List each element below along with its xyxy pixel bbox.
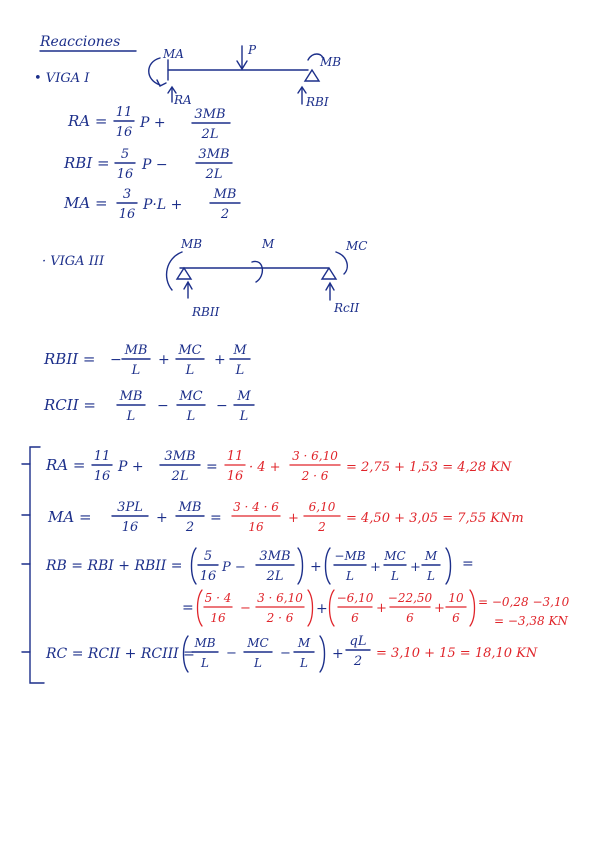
red-result: = −0,28 −3,10 [478,595,570,609]
eq-equals: = [182,600,194,616]
pin-support-b [305,70,319,81]
eq-op: + [332,646,344,662]
red-fraction-den: 2 [318,520,326,534]
red-op: + [434,601,445,616]
red-paren-open [198,590,203,626]
paren-close [446,548,451,584]
eq-op: − [280,646,291,661]
eq-viga1-ra [67,105,230,142]
eq-lhs: RCII = [44,396,96,414]
moment-arrow-ma [149,58,160,85]
fraction-num: 3PL [117,500,143,515]
fraction-num: 5 [120,147,130,162]
eq-lhs: RA = [46,456,86,474]
viga1-label: • VIGA I [34,71,90,86]
red-paren-close [470,590,475,626]
fraction-den: 16 [118,207,136,222]
fraction-num: 11 [115,105,133,120]
fraction-num: MB [213,187,237,202]
eq-lhs: RBII = [44,350,96,368]
eq-viga1-rb [63,147,232,182]
paren-close [298,548,303,584]
eq-lhs: MA = [64,194,108,212]
red-result: = 3,10 + 15 = 18,10 KN [376,646,538,661]
fraction-num: 11 [93,449,111,464]
eq-op: + [370,560,381,575]
red-fraction-num: −22,50 [387,591,433,605]
fraction-den: 2 [185,520,195,535]
eq-lhs: RB = RBI + RBII = [46,558,183,574]
red-op: + [376,601,387,616]
eq-term: P·L + [143,197,183,213]
red-result-final: = −3,38 KN [494,614,568,628]
eq-lhs: MA = [48,508,92,526]
fraction-num: MC [179,389,203,404]
label-rc2: RcII [334,301,360,315]
red-paren-open [330,590,335,626]
eq-op: + [316,601,328,617]
eq-equals: = [210,510,222,526]
fraction-den: L [185,363,195,378]
label-ra: RA [174,93,192,107]
moment-arrow-mc [336,252,347,274]
label-rb1: RBI [306,95,329,109]
fraction-den: L [126,409,136,424]
red-fraction-den: 16 [248,520,264,534]
fraction-num: 3MB [259,549,291,564]
eq-viga3-rb [43,343,250,378]
eq-viga1-ma [63,187,240,222]
fraction-den: L [201,656,209,670]
result-rc [45,634,538,672]
eq-lhs: RBI = [64,154,110,172]
moment-arrow-mb3 [167,252,182,290]
eq-op: − [226,646,237,661]
red-fraction-den: 6 [452,611,460,625]
fraction-num: MC [247,636,269,650]
fraction-den: L [391,569,399,583]
result-rb [45,548,570,628]
page-title: Reacciones [40,34,121,50]
fraction-den: 16 [116,167,134,182]
label-mc: MC [346,239,368,253]
eq-sign: − [110,352,122,368]
red-fraction-num: 11 [226,449,244,464]
eq-equals: = [462,556,474,572]
red-fraction-num: −6,10 [336,591,374,605]
red-fraction-den: 2 · 6 [301,469,329,483]
fraction-num: MB [194,636,216,650]
fraction-num: −MB [334,549,366,563]
fraction-num: 3 [122,187,132,202]
red-fraction-num: 3 · 6,10 [257,591,303,605]
fraction-den: 2L [201,127,219,142]
label-mb: MB [320,55,342,69]
fraction-num: qL [349,634,367,649]
red-fraction-den: 6 [406,611,414,625]
eq-lhs: RA = [68,112,108,130]
eq-equals: = [206,459,218,475]
fraction-num: 5 [203,549,213,564]
fraction-den: 2L [171,469,189,484]
red-paren-close [308,590,313,626]
fraction-num: MB [178,500,202,515]
eq-term: P + [118,459,144,475]
result-ma [47,500,524,535]
red-op: + [288,511,299,526]
red-fraction-num: 3 · 4 · 6 [233,500,279,514]
fraction-num: M [297,636,311,650]
red-result: = 2,75 + 1,53 = 4,28 KN [346,460,512,475]
red-term: · 4 + [249,460,281,475]
viga3-beam-diagram [167,237,368,319]
viga3-label: · VIGA III [42,254,105,269]
fraction-den: 2 [353,654,363,669]
fraction-num: M [424,549,438,563]
pin-support-b3 [177,268,191,279]
fraction-den: L [427,569,435,583]
fraction-num: 3MB [194,107,226,122]
eq-term: P − [142,157,168,173]
fraction-den: L [239,409,249,424]
paren-open [326,548,331,584]
label-ma: MA [163,47,184,61]
eq-term: P + [140,115,166,131]
paren-open [192,548,197,584]
label-mb3: MB [181,237,203,251]
moment-arrow-m [252,261,262,282]
eq-op: + [410,560,421,575]
fraction-den: L [300,656,308,670]
eq-op: + [310,559,322,575]
fraction-den: 2L [266,569,284,584]
fraction-num: M [233,343,247,358]
fraction-den: L [254,656,262,670]
fraction-num: 3MB [164,449,196,464]
red-result: = 4,50 + 3,05 = 7,55 KNm [346,511,524,526]
fraction-num: MB [119,389,143,404]
eq-viga3-rc [43,389,254,424]
label-rb2: RBII [192,305,220,319]
fraction-den: L [131,363,141,378]
red-fraction-den: 6 [351,611,359,625]
fraction-num: 3MB [198,147,230,162]
result-ra [45,449,512,484]
fraction-den: 2 [220,207,230,222]
fraction-den: L [186,409,196,424]
eq-op: − [216,398,228,414]
red-fraction-den: 16 [226,469,244,484]
eq-op: − [157,398,169,414]
results-bracket [30,447,44,683]
fraction-den: 16 [199,569,217,584]
label-p: P [248,43,257,57]
red-op: − [240,601,251,616]
red-fraction-den: 2 · 6 [266,611,294,625]
viga1-beam-diagram [149,43,342,109]
fraction-num: MC [384,549,406,563]
paren-close [320,636,325,672]
fraction-den: L [346,569,354,583]
red-fraction-num: 3 · 6,10 [292,449,338,463]
eq-op: + [158,352,170,368]
fraction-num: MC [178,343,202,358]
label-m: M [262,237,275,251]
fraction-den: 2L [205,167,223,182]
eq-op: + [156,510,168,526]
fraction-den: L [235,363,245,378]
fraction-den: 16 [115,125,133,140]
red-fraction-den: 16 [210,611,226,625]
fraction-num: M [237,389,251,404]
eq-term: P − [222,560,246,575]
fraction-num: MB [124,343,148,358]
fraction-den: 16 [121,520,139,535]
red-fraction-num: 6,10 [308,500,336,514]
red-fraction-num: 10 [448,591,464,605]
fraction-den: 16 [93,469,111,484]
red-fraction-num: 5 · 4 [204,591,232,605]
eq-lhs: RC = RCII + RCIII = [46,646,195,662]
pin-support-c [322,268,336,279]
eq-op: + [214,352,226,368]
